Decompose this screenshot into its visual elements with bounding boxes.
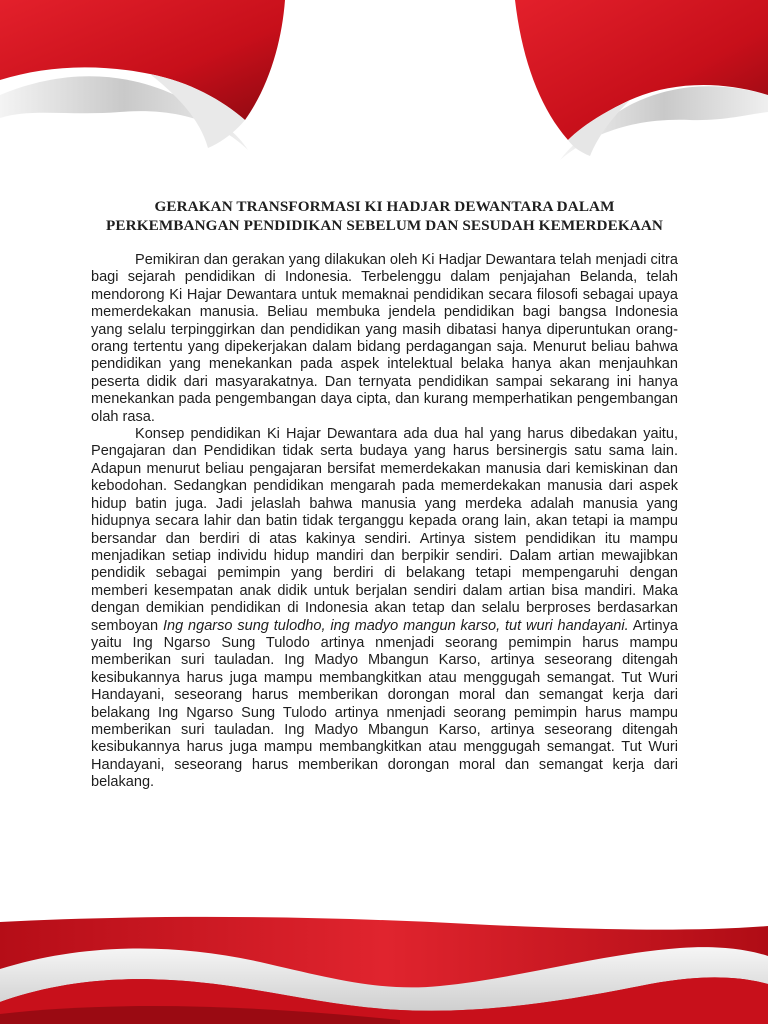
paragraph-1-text: Pemikiran dan gerakan yang dilakukan oleh Ki Hadjar Dewantara telah menjadi citra bagi sejarah pendidikan di Indonesia. Terbelenggu dalam penjajahan Belanda, telah mendorong Ki Hajar Dewantara untuk memaknai pendidikan secara filosofi sebagai upaya memerdekakan manusia. Beliau membuka jendela pendidikan bagi bangsa Indonesia yang selalu terpinggirkan dan pendidikan yang masih dibatasi hanya diperuntukan orang-orang tertentu yang dipekerjakan dalam bidang perdagangan saja. Menurut beliau bahwa pendidikan yang menekankan pada aspek intelektual belaka hanya akan menjauhkan peserta didik dari masyarakatnya. Dan ternyata pendidikan sampai sekarang ini hanya menekankan pada pengembangan daya cipta, dan kurang memperhatikan pengembangan olah rasa. bbox=[91, 252, 678, 425]
paragraph-2-text-part2: Artinya yaitu Ing Ngarso Sung Tulodo artinya nmenjadi seorang pemimpin harus mampu memberikan suri tauladan. Ing Madyo Mbangun Karso, artinya seseorang ditengah kesibukannya harus juga mampu membangkitkan atau menggugah semangat. Tut Wuri Handayani, seseorang harus memberikan dorongan moral dan semangat kerja dari belakang Ing Ngarso Sung Tulodo artinya nmenjadi seorang pemimpin harus mampu memberikan suri tauladan. Ing Madyo Mbangun Karso, artinya seseorang ditengah kesibukannya harus juga mampu membangkitkan atau menggugah semangat. Tut Wuri Handayani, seseorang harus memberikan dorongan moral dan semangat kerja dari belakang. bbox=[91, 617, 679, 791]
paragraph-2-text-part1: Konsep pendidikan Ki Hajar Dewantara ada dua hal yang harus dibedakan yaitu, Pengajaran dan Pendidikan tidak serta budaya yang harus bersinergis satu sama lain. Adapun menurut beliau pengajaran bersifat memerdekakan manusia dari kemiskinan dan kebodohan. Sedangkan pendidikan mengarah pada memerdekakan manusia dari aspek hidup batin juga. Jadi jelaslah bahwa manusia yang merdeka adalah manusia yang hidupnya secara lahir dan batin tidak terganggu kepada orang lain, akan tetapi ia mampu bersandar dan berdiri di atas kakinya sendiri. Artinya sistem pendidikan itu mampu menjadikan setiap individu hidup mandiri dan berpikir sendiri. Dalam artian mewajibkan pendidik sebagai pemimpin yang berdiri di belakang tetapi mempengaruhi dengan memberi kesempatan anak didik untuk berjalan sendiri dalam artian bisa mandiri. Maka dengan demikian pendidikan di Indonesia akan tetap dan selalu berproses berdasarkan semboyan bbox=[91, 426, 678, 634]
title-line-2: PERKEMBANGAN PENDIDIKAN SEBELUM DAN SESUDAH KEMERDEKAAN bbox=[106, 217, 663, 234]
document-title bbox=[91, 197, 678, 235]
paragraph-2-motto-italic: Ing ngarso sung tulodho, ing madyo mangun karso, tut wuri handayani. bbox=[162, 617, 629, 634]
bottom-flag-ribbon-decoration bbox=[0, 914, 768, 1024]
paragraph-1 bbox=[91, 252, 678, 426]
document-page bbox=[91, 197, 678, 792]
top-flag-ribbon-decoration bbox=[0, 0, 768, 200]
title-line-1: GERAKAN TRANSFORMASI KI HADJAR DEWANTARA DALAM bbox=[154, 198, 615, 215]
paragraph-2 bbox=[91, 426, 678, 792]
